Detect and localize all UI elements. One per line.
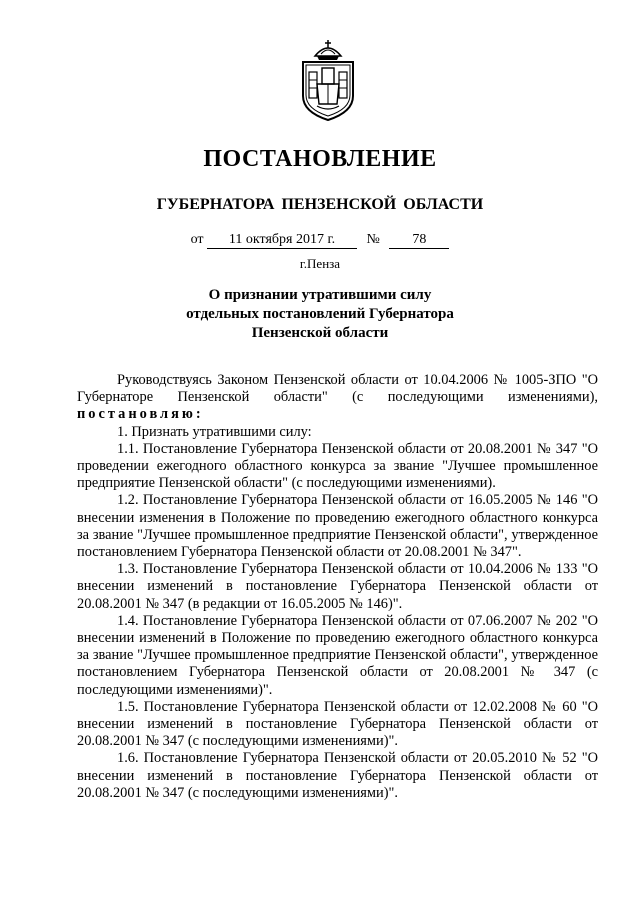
- city: г.Пенза: [299, 256, 341, 271]
- item-paragraph: 1.3. Постановление Губернатора Пензенской области от 10.04.2006 № 133 "О внесении изменений в постановление Губернатора Пензенской области от 20.08.2001 № 347 (в редакции от 16.05.2005 № 146)".: [77, 561, 598, 612]
- document-body: [77, 372, 598, 802]
- date-prefix: от: [190, 232, 204, 247]
- document-date: 11 октября 2017 г.: [207, 232, 357, 249]
- heading-line: отдельных постановлений Губернатора: [186, 306, 454, 322]
- document-title: ПОСТАНОВЛЕНИЕ: [203, 146, 437, 172]
- preamble-paragraph: [77, 372, 598, 424]
- coat-of-arms-emblem: [297, 38, 359, 122]
- item-paragraph: 1.5. Постановление Губернатора Пензенской области от 12.02.2008 № 60 "О внесении изменений в постановление Губернатора Пензенской области от 20.08.2001 № 347 (с последующими изменениями)".: [77, 698, 598, 750]
- document-number: 78: [389, 232, 449, 249]
- item-paragraph: 1. Признать утратившими силу:: [117, 423, 312, 440]
- item-paragraph: 1.1. Постановление Губернатора Пензенской области от 20.08.2001 № 347 "О проведении ежегодного областного конкурса за звание "Лучшее промышленное предприятие Пензенской области" (с последующими изменениями).: [77, 440, 598, 492]
- item-paragraph: 1.6. Постановление Губернатора Пензенской области от 20.05.2010 № 52 "О внесении изменений в постановление Губернатора Пензенской области от 20.08.2001 № 347 (с последующими изменениями)".: [77, 750, 598, 801]
- heading-line: Пензенской области: [251, 325, 389, 341]
- document-heading: [0, 286, 640, 343]
- number-label: №: [366, 232, 380, 247]
- item-paragraph: 1.2. Постановление Губернатора Пензенской области от 16.05.2005 № 146 "О внесении изменения в Положение по проведению ежегодного областного конкурса за звание "Лучшее промышленное предприятие Пензенской области", утвержденное постановлением Губернатора Пензенской области от 20.08.2001 № 347".: [77, 492, 598, 561]
- preamble-text: Руководствуясь Законом Пензенской области от 10.04.2006 № 1005-ЗПО "О Губернаторе Пензенской области" (с последующими изменениями),: [77, 372, 598, 406]
- issuer-line: ГУБЕРНАТОРА ПЕНЗЕНСКОЙ ОБЛАСТИ: [156, 196, 484, 213]
- decree-word: постановляю:: [77, 406, 204, 423]
- heading-line: О признании утратившими силу: [208, 287, 432, 303]
- item-paragraph: 1.4. Постановление Губернатора Пензенской области от 07.06.2007 № 202 "О внесении изменений в Положение по проведению ежегодного областного конкурса за звание "Лучшее промышленное предприятие Пензенской области", утвержденное постановлением Губернатора Пензенской области от 20.08.2001 № 347 (с последующими изменениями)".: [77, 612, 598, 698]
- date-number-line: [0, 232, 640, 249]
